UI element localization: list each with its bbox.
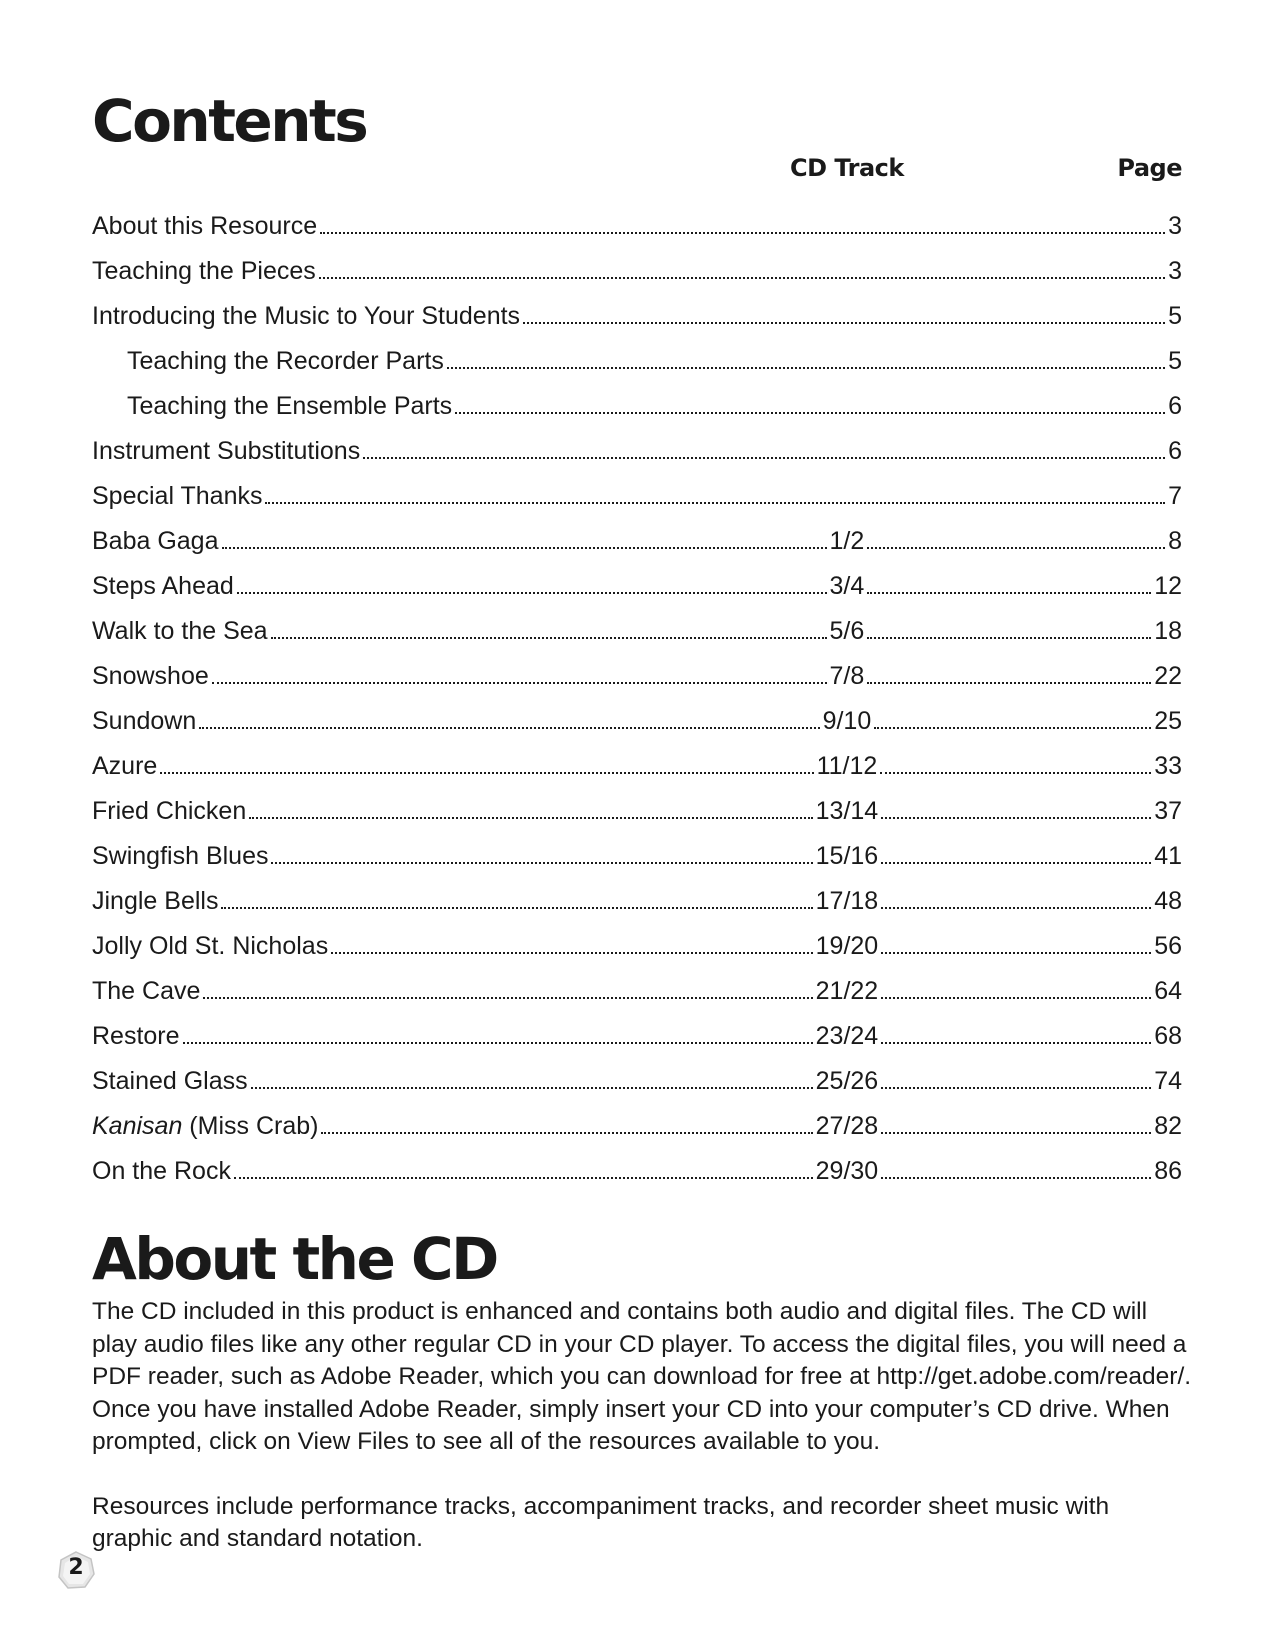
dot-leader: [265, 502, 1165, 504]
toc-entry: [92, 421, 1182, 466]
toc-entry-title: Walk to the Sea: [92, 617, 268, 645]
toc-entry: [92, 376, 1182, 421]
toc-entry-title: Special Thanks: [92, 482, 263, 510]
toc-entry-title: Swingfish Blues: [92, 842, 269, 870]
toc-entry-page: 5: [1168, 347, 1182, 375]
dot-leader: [455, 412, 1165, 414]
dot-leader: [271, 862, 812, 864]
toc-entry-title: [92, 1111, 318, 1141]
toc-entry-cd-track: 9/10: [822, 707, 872, 735]
dot-leader: [881, 1087, 1151, 1089]
toc-entry-page: 18: [1154, 617, 1182, 645]
toc-entry-page: 64: [1154, 977, 1182, 1005]
dot-leader: [447, 367, 1165, 369]
toc-entry-page: 7: [1168, 482, 1182, 510]
toc-entry-cd-track: 21/22: [815, 977, 879, 1005]
toc-entry: [92, 1096, 1182, 1141]
dot-leader: [867, 547, 1165, 549]
toc-entry-title: Teaching the Pieces: [92, 257, 316, 285]
toc-entry-cd-track: 7/8: [829, 662, 865, 690]
dot-leader: [221, 907, 812, 909]
dot-leader: [237, 592, 827, 594]
toc-entry: [92, 916, 1182, 961]
toc-entry-page: 6: [1168, 392, 1182, 420]
toc-entry: [92, 736, 1182, 781]
toc-entry-cd-track: 23/24: [815, 1022, 879, 1050]
toc-entry-title: Sundown: [92, 707, 197, 735]
toc-entry-page: 48: [1154, 887, 1182, 915]
about-cd-paragraph: The CD included in this product is enhanced and contains both audio and digital files. The CD will play audio files like any other regular CD in your CD player. To access the digital files, you will need a PDF reader, such as Adobe Reader, which you can download for free at http://get.adobe.com/reader/. Once you have installed Adobe Reader, simply insert your CD into your computer’s CD drive. When prompted, click on View Files to see all of the resources available to you.: [92, 1298, 1192, 1455]
dot-leader: [881, 1177, 1151, 1179]
toc-entry-title: Azure: [92, 752, 158, 780]
toc-entry: [92, 601, 1182, 646]
toc-entry: [92, 691, 1182, 736]
toc-entry-title: Introducing the Music to Your Students: [92, 302, 521, 330]
toc-entry-title: On the Rock: [92, 1157, 231, 1185]
toc-entry-page: 37: [1154, 797, 1182, 825]
toc-entry-cd-track: 1/2: [829, 527, 865, 555]
dot-leader: [183, 1042, 813, 1044]
toc-entry-title: Fried Chicken: [92, 797, 247, 825]
dot-leader: [271, 637, 827, 639]
toc-entry-title: Steps Ahead: [92, 572, 234, 600]
toc-entry-page: 56: [1154, 932, 1182, 960]
toc-entry-page: 25: [1154, 707, 1182, 735]
toc-entry: [92, 961, 1182, 1006]
toc-entry-page: 82: [1154, 1112, 1182, 1140]
dot-leader: [319, 277, 1165, 279]
toc-entry-title: Stained Glass: [92, 1067, 248, 1095]
toc-entry-title: The Cave: [92, 977, 201, 1005]
toc-entry-title: About this Resource: [92, 212, 318, 240]
toc-entry: [92, 331, 1182, 376]
toc-entry: [92, 1141, 1182, 1186]
toc-entry-cd-track: 29/30: [815, 1157, 879, 1185]
dot-leader: [867, 592, 1151, 594]
toc-entry-cd-track: 11/12: [816, 752, 878, 780]
dot-leader: [249, 817, 812, 819]
toc-entry-title: Baba Gaga: [92, 527, 219, 555]
toc-entry-page: 41: [1154, 842, 1182, 870]
toc-entry-cd-track: 5/6: [829, 617, 865, 645]
dot-leader: [881, 862, 1151, 864]
toc-entry-page: 33: [1154, 752, 1182, 780]
toc-entry-page: 74: [1154, 1067, 1182, 1095]
cd-track-column-header: CD Track: [790, 154, 904, 182]
dot-leader: [331, 952, 812, 954]
toc-entry: [92, 781, 1182, 826]
toc-entry-page: 5: [1168, 302, 1182, 330]
dot-leader: [867, 637, 1151, 639]
toc-entry-page: 6: [1168, 437, 1182, 465]
toc-entry: [92, 241, 1182, 286]
dot-leader: [867, 682, 1151, 684]
dot-leader: [523, 322, 1165, 324]
toc-entry: [92, 286, 1182, 331]
dot-leader: [160, 772, 813, 774]
toc-entry: [92, 511, 1182, 556]
toc-entry-title-rest: (Miss Crab): [182, 1112, 319, 1140]
dot-leader: [874, 727, 1151, 729]
toc-entry-cd-track: 25/26: [815, 1067, 879, 1095]
toc-entry-cd-track: 13/14: [815, 797, 879, 825]
toc-entry-title: Jolly Old St. Nicholas: [92, 932, 329, 960]
dot-leader: [320, 232, 1165, 234]
contents-heading: Contents: [92, 87, 367, 155]
toc-entry-cd-track: 17/18: [815, 887, 879, 915]
dot-leader: [881, 1132, 1151, 1134]
dot-leader: [881, 997, 1151, 999]
dot-leader: [321, 1132, 812, 1134]
toc-entry: [92, 556, 1182, 601]
toc-entry: [92, 871, 1182, 916]
page-column-header: Page: [1117, 154, 1182, 182]
toc-entry-page: 86: [1154, 1157, 1182, 1185]
toc-entry: [92, 196, 1182, 241]
dot-leader: [880, 772, 1151, 774]
dot-leader: [222, 547, 827, 549]
toc-entry: [92, 826, 1182, 871]
toc-entry-title: Teaching the Recorder Parts: [127, 347, 444, 375]
dot-leader: [212, 682, 827, 684]
toc-entry-page: 3: [1168, 212, 1182, 240]
dot-leader: [881, 1042, 1151, 1044]
toc-entry-cd-track: 3/4: [829, 572, 865, 600]
about-cd-body: [92, 1296, 1192, 1556]
toc-entry-title: Instrument Substitutions: [92, 437, 361, 465]
toc-entry-page: 68: [1154, 1022, 1182, 1050]
toc-entry: [92, 466, 1182, 511]
dot-leader: [234, 1177, 813, 1179]
toc-entry-title: Snowshoe: [92, 662, 209, 690]
toc-entry-title: Restore: [92, 1022, 180, 1050]
toc-entry-title: Jingle Bells: [92, 887, 219, 915]
dot-leader: [251, 1087, 813, 1089]
dot-leader: [881, 907, 1151, 909]
dot-leader: [199, 727, 819, 729]
dot-leader: [881, 952, 1151, 954]
table-of-contents: [92, 196, 1182, 1186]
toc-entry-title: Teaching the Ensemble Parts: [127, 392, 453, 420]
toc-entry-page: 12: [1154, 572, 1182, 600]
page-number-badge: [56, 1550, 96, 1590]
dot-leader: [363, 457, 1165, 459]
toc-entry: [92, 646, 1182, 691]
toc-entry-title-italic: Kanisan: [92, 1112, 183, 1140]
about-cd-heading: About the CD: [92, 1225, 497, 1293]
toc-entry-page: 8: [1168, 527, 1182, 555]
dot-leader: [203, 997, 812, 999]
toc-entry-page: 3: [1168, 257, 1182, 285]
about-cd-paragraph: Resources include performance tracks, accompaniment tracks, and recorder sheet music with graphic and standard notation.: [92, 1492, 1110, 1552]
toc-entry-cd-track: 19/20: [815, 932, 879, 960]
toc-entry-cd-track: 27/28: [815, 1112, 879, 1140]
toc-entry-page: 22: [1154, 662, 1182, 690]
dot-leader: [881, 817, 1151, 819]
toc-entry: [92, 1006, 1182, 1051]
toc-entry-cd-track: 15/16: [815, 842, 879, 870]
toc-entry: [92, 1051, 1182, 1096]
page-number: 2: [68, 1555, 84, 1580]
